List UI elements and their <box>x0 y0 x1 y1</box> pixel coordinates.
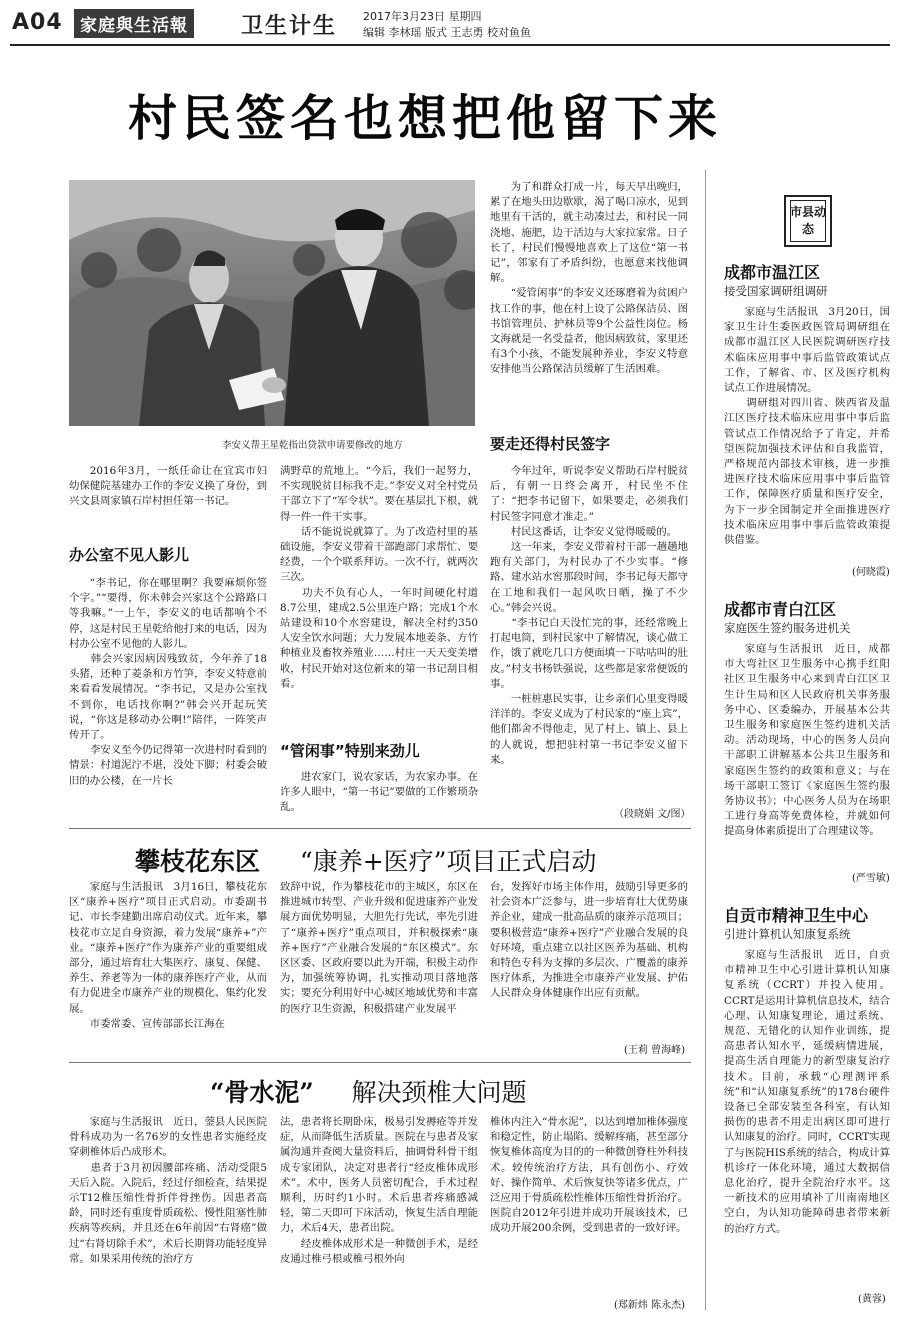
article3-top-rule <box>69 1062 691 1063</box>
subhead-office: 办公室不见人影儿 <box>69 546 190 564</box>
article3-col3: 椎体内注入“骨水泥”，以达到增加椎体强度和稳定性，防止塌陷、缓解疼痛，甚至部分恢复椎体高度为目的的一种微创脊柱外科技术。较传统治疗方法，具有创伤小、疗效好、操作简单、术后恢复快等诸多优点，广泛应用于骨质疏松性椎体压缩性骨折治疗。医院自2012年引进并成功开展该技术，已成功开展200余例，受到患者的一致好评。 <box>490 1116 688 1235</box>
sidebar-title-qingbaijiang: 成都市青白江区 <box>724 600 837 619</box>
article3-title <box>210 1073 527 1109</box>
sidebar-title-zigong: 自贡市精神卫生中心 <box>724 906 869 925</box>
article2-col2: 致辞中说，作为攀枝花市的主城区，东区在推进城市转型、产业升级和促进康养产业发展方面优势明显，大胆先行先试，率先引进了“康养+医疗”重点项目，并积极探索“康养+医疗”产业融合发展的“东区模式”。东区区委、区政府要以此为开端，积极主动作为，加强统筹协调，扎实推动项目落地落实；要充分利用好中心城区地域优势和丰富的医疗卫生资源，积极搭建产业发展平 <box>280 881 478 1015</box>
editor-credits: 编辑 李林瑶 版式 王志勇 校对鱼鱼 <box>363 26 531 39</box>
story-col1-intro: 2016年3月，一纸任命让在宜宾市妇幼保健院基建办工作的李安义换了身份，到兴文县周家镇石岸村担任第一书记。 <box>69 465 267 508</box>
article2-byline: (王莉 曾海峰) <box>624 1045 685 1056</box>
sidebar-body-qingbaijiang: 家庭与生活报讯 近日，成都市大弯社区卫生服务中心携手红阳社区卫生服务中心来到青白江区卫生计生局和区人民政府机关事务服务中心、区委编办，开展基本公共卫生服务和家庭医生签约进机关活动。活动现场，中心的医务人员向干部职工讲解基本公共卫生服务和家庭医生签约的政策和意义；与在场干部职工签订《家庭医生签约服务协议书》；中心医务人员为在场职工进行身高等免费体检，并就如何提高身体素质提出了合理建议等。 <box>724 643 890 838</box>
sidebar-title-wenjiang: 成都市温江区 <box>724 263 821 282</box>
article3-byline: (郑新炜 陈永杰) <box>614 1300 685 1311</box>
article2-col3: 台，发挥好市场主体作用，鼓励引导更多的社会资本广泛参与，进一步培育壮大优势康养企业，建成一批高品质的康养示范项目；要积极营造“康养+医疗”产业融合发展的良好环境，重点建立以社区医养为基础、机构和特色专科为支撑的多层次、广覆盖的康养医疗体系，为推进全市康养产业发展、护佑人民群众身体健康作出应有贡献。 <box>490 881 688 1000</box>
story-col3-body: 今年过年，听说李安义帮助石岸村脱贫后，有朝一日终会离开，村民坐不住了：“把李书记留下，如果要走，必须我们村民签字同意才准走。” 村民这番话，让李安义觉得暖暖的。 这一年来，李安义带着村干部一趟趟地跑有关部门，为村民办了不少实事。“修路、建水站水窖那段时间，李书记每天都守在工地和我们一起风吹日晒，操了不少心。”韩会兴说。 “李书记白天没忙完的事，还经常晚上打起电筒，到村民家中了解情况，谈心做工作，饿了就吃几口方便面填一下咕咕叫的肚皮。”村支书杨铁强说，这些都是家常便饭的事。 一桩桩惠民实事，让乡亲们心里变得暖洋洋的。李安义成为了村民家的“座上宾”，他们都舍不得他走，见了村上、镇上、县上的人就说，想把驻村第一书记李安义留下来。 <box>490 465 688 766</box>
story-col2-body: 满野草的荒地上。“今后，我们一起努力，不实现脱贫目标我不走。”李安义对全村党员干部立下了“军令状”。要在基层扎下根，就得一件一件干实事。 话不能说说就算了。为了改造村里的基础设施，李安义带着干部跑部门求帮忙、要经费，一个个联系拜访。一次不行，就两次三次。 功夫不负有心人，一年时间硬化村道8.7公里，建成2.5公里连户路；完成1个水站建设和10个水窖建设，解决全村约350人安全饮水问题；大力发展本地姜条、方竹种植业及畜牧养殖业……村庄一天天变美增收，村民开始对这位新来的第一书记刮目相看。 <box>280 465 478 690</box>
article2-top-rule <box>69 828 691 829</box>
sidebar-divider <box>705 170 706 1310</box>
sidebar-subtitle-wenjiang: 接受国家调研组调研 <box>724 284 828 298</box>
article3-col2: 法，患者将长期卧床，极易引发褥疮等并发症，从而降低生活质量。医院在与患者及家属沟通并查阅大量资料后，抽调骨科骨干组成专家团队，决定对患者行“经皮椎体成形术”。术中，医务人员密切配合，手术过程顺利，历时约1小时。术后患者疼痛感减轻，第二天即可下床活动，恢复生活自理能力，术后4天，患者出院。 经皮椎体成形术是一种微创手术，是经皮通过椎弓根或椎弓根外向 <box>280 1116 478 1265</box>
sidebar-body-zigong: 家庭与生活报讯 近日，自贡市精神卫生中心引进计算机认知康复系统（CCRT）并投入使用。CCRT是运用计算机信息技术，结合心理、认知康复理论，通过系统、规范、无错化的认知作业训练，提高患者认知水平，延缓病情进展，提高生活自理能力的新型康复治疗技术。目前，承载“心理测评系统”和“认知康复系统”的178台硬件设备已全部安装至各科室，有认知损伤的患者不用走出病区即可进行认知康复的治疗。同时，CCRT实现了与医院HIS系统的结合，构成计算机诊疗一体化环境，通过大数据信息化治疗，提升全院治疗水平。这一新技术的应用填补了川南南地区空白，为认知功能障碍患者带来新的治疗方式。 <box>724 949 890 1235</box>
story-col2-body2: 进农家门，说农家话，为农家办事。在许多人眼中，“第一书记”要做的工作繁琐杂乱。 <box>280 771 478 814</box>
article3-title-quote: “骨水泥” <box>210 1078 314 1107</box>
article3-col1: 家庭与生活报讯 近日，蓥县人民医院骨科成功为一名76岁的女性患者实施经皮穿刺椎体后凸成形术。 患者于3月初因腰部疼痛、活动受限5天后入院。入院后，经过仔细检查，结果提示T12椎压缩性骨折伴骨挫伤。因患者高龄，同时还有重度骨质疏松、慢性阻塞性肺疾病等疾病，并且还在6年前因“右肾癌”做过“右肾切除手术”，术后长期肾功能轻度异常。如果采用传统的治疗方 <box>69 1116 267 1265</box>
newspaper-logo: 家庭與生活報 <box>74 9 194 38</box>
news-photo <box>69 180 475 426</box>
section-name: 卫生计生 <box>241 14 338 39</box>
sidebar-byline-qingbaijiang: (严雪敏) <box>852 873 890 884</box>
sidebar-subtitle-zigong: 引进计算机认知康复系统 <box>724 927 851 941</box>
subhead-meddling: “管闲事”特别来劲儿 <box>280 742 420 760</box>
sidebar-byline-wenjiang: (何晓霞) <box>852 567 890 578</box>
sidebar-byline-zigong: (黄蓉) <box>858 1294 886 1305</box>
subhead-signature: 要走还得村民签字 <box>490 435 611 453</box>
article2-title-rest: “康养+医疗”项目正式启动 <box>299 847 597 876</box>
sidebar-subtitle-qingbaijiang: 家庭医生签约服务进机关 <box>724 621 851 635</box>
photo-caption: 李安义帮王星乾指出贷款申请要修改的地方 <box>222 440 403 451</box>
article3-title-rest: 解决颈椎大问题 <box>351 1078 527 1107</box>
main-headline: 村民签名也想把他留下来 <box>128 89 723 147</box>
masthead-rule <box>10 44 890 46</box>
article2-title <box>135 842 596 878</box>
photo-illustration <box>69 180 475 426</box>
sidebar-badge: 市县动态 <box>784 195 832 247</box>
issue-date: 2017年3月23日 星期四 <box>363 10 482 23</box>
article2-col1: 家庭与生活报讯 3月16日，攀枝花东区“康养+医疗”项目正式启动。市委副书记、市长李建勤出席启动仪式。近年来，攀枝花市立足自身资源，着力发展“康养+”产业。“康养+医疗”作为康养产业的重要组成部分，通过培育壮大集医疗、康复、保健、养生、养老等为一体的康养医疗产业，从而有力促进全市康养产业的规模化、集约化发展。 市委常委、宣传部部长江海在 <box>69 881 267 1030</box>
sidebar-body-wenjiang: 家庭与生活报讯 3月20日，国家卫生计生委医政医管局调研组在成都市温江区人民医院调研医疗技术临床应用事中事后监管政策试点工作，了解省、市、区及医疗机构试点工作进展情况。 调研组对四川省、陕西省及温江区医疗技术临床应用事中事后监管试点工作情况给予了肯定，并希望医院加强技术评估和自我监管，严格规范内部技术审核，进一步推进医疗技术临床应用事中事后监管工作，保障医疗质量和医疗安全，为下一步全国制定并全面推进医疗技术临床应用事中事后监管政策提供借鉴。 <box>724 306 890 547</box>
article2-title-place: 攀枝花东区 <box>135 847 261 876</box>
story-col3-top: 为了和群众打成一片，每天早出晚归，累了在地头田边歇歇，渴了喝口凉水，见到地里有干活的，就主动凑过去，和村民一同浇地、施肥，边干活边与大家拉家常。日子长了，村民们慢慢地喜欢上了这位“第一书记”，邻家有了矛盾纠纷，也愿意来找他调解。 “爱管闲事”的李安义还琢磨着为贫困户找工作的事，他在村上设了公路保洁员、图书馆管理员、护林员等9个公益性岗位。杨文海就是一名受益者，他因病致贫，家里还有3个小孩，不能发展种养业，李安义特意安排他当公路保洁员缓解了生活困难。 <box>490 181 688 376</box>
story-col1-body: “李书记，你在哪里啊？我要麻烦你签个字。”“要得，你未韩会兴家这个公路路口等我嘛。”一上午，李安义的电话都响个不停，这是村民王星乾给他打来的电话，因为村办公室不见他的人影儿。 韩会兴家因病因残致贫，今年养了18头猪，还种了菱条和方竹笋，李安义特意前来看看发展情况。“李书记，又是办公室找不到你，电话找你啊?”韩会兴开起玩笑说，“你这是移动办公啊!”陪伴，一阵笑声传开了。 李安义至今仍记得第一次进村时看到的情景：村道泥泞不堪，没处下脚；村委会破旧的办公楼，在一片长 <box>69 577 267 787</box>
page-number: A04 <box>12 10 63 35</box>
story-byline: （段晓娟 文/图） <box>614 809 691 820</box>
